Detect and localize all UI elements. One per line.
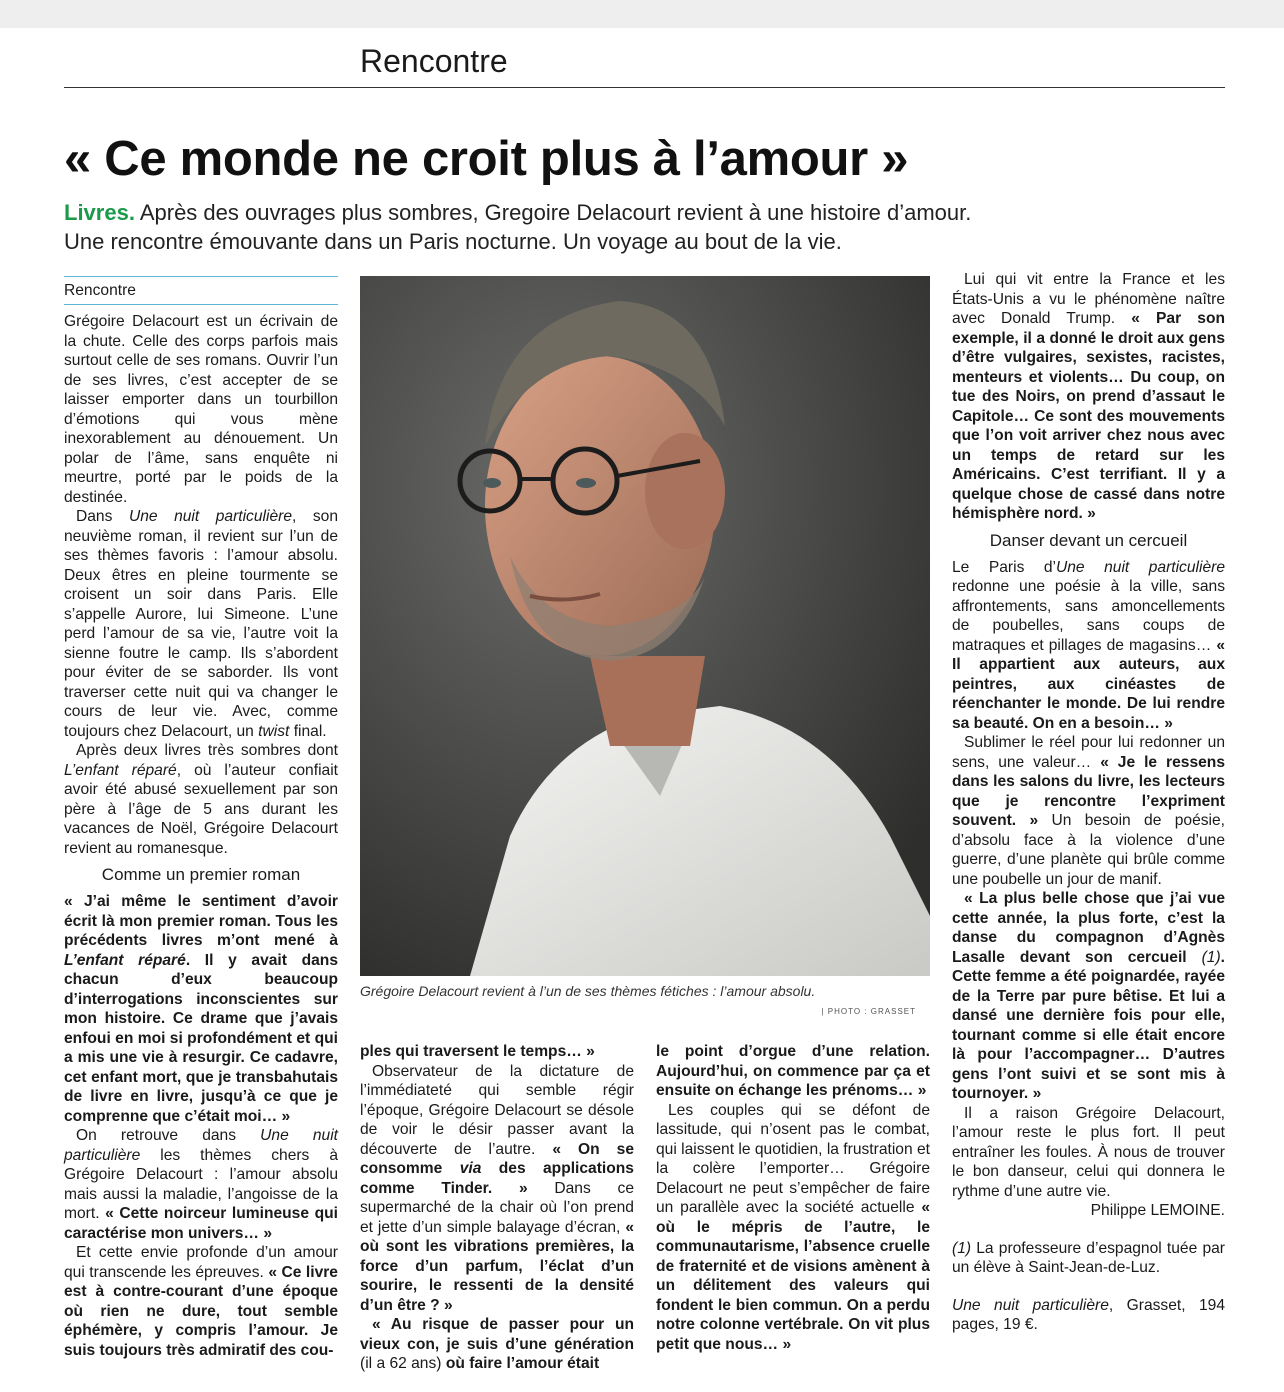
paragraph: Il a raison Grégoire Delacourt, l’amour reste le plus fort. Il peut entraîner les foules. À nous de trouver le bon danseur, celui qui donnera le rythme d’une autre vie. — [952, 1104, 1225, 1200]
book-info: Une nuit particulière, Grasset, 194 pages, 19 €. — [952, 1296, 1225, 1333]
photo-credit: | PHOTO : GRASSET — [821, 1007, 916, 1016]
section-rubric: Rencontre — [360, 43, 508, 79]
headline: « Ce monde ne croit plus à l’amour » — [64, 132, 909, 186]
paragraph: Le Paris d’Une nuit particulière redonne une poésie à la ville, sans affrontements, sans amoncellements de poubelles, sans coups de matraques et pillages de magasins… « Il appartient aux auteurs, aux peintres, aux cinéastes de réenchanter le monde. De lui rendre sa beauté. On en a besoin… » — [952, 558, 1225, 732]
photo-caption: Grégoire Delacourt revient à l’un de ses thèmes fétiches : l’amour absolu. — [360, 983, 816, 999]
paragraph: Observateur de la dictature de l’immédiateté qui semble régir l’époque, Grégoire Delacourt se désole de voir le désir passer avant la découverte de l’autre. « On se consomme via des applications comme Tinder. » Dans ce supermarché de la chair où l’on prend et jette d’un simple balayage d’écran, « où sont les vibrations premières, la force d’un parfum, l’éclat d’un sourire, le ressenti de la densité d’un être ? » — [360, 1062, 634, 1314]
paragraph: On retrouve dans Une nuit particulière les thèmes chers à Grégoire Delacourt : l’amour absolu mais aussi la maladie, l’angoisse de la mort. « Cette noirceur lumineuse qui caractérise mon univers… » — [64, 1127, 338, 1242]
paragraph: Et cette envie profonde d’un amour qui transcende les épreuves. « Ce livre est à contre-courant d’une époque où rien ne dure, tout semble éphémère, y compris l’amour. Je suis toujours très admiratif des cou- — [64, 1244, 338, 1359]
paragraph: ples qui traversent le temps… » — [360, 1043, 595, 1060]
paragraph: Sublimer le réel pour lui redonner un sens, une valeur… « Je le ressens dans les salons du livre, les lecteurs que je rencontre l’expriment souvent. » Un besoin de poésie, d’absolu face à la violence d’une guerre, d’une planète qui brûle comme une poubelle un jour de manif. — [952, 734, 1226, 888]
lead-line-2: Une rencontre émouvante dans un Paris nocturne. Un voyage au bout de la vie. — [64, 229, 842, 254]
article-column-4 — [952, 270, 1225, 1335]
paragraph: Dans Une nuit particulière, son neuvième roman, il revient sur l’un de ses thèmes favoris : l’amour absolu. Deux êtres en pleine tourmente se croisent un soir dans Paris. Elle s’appelle Aurore, lui Simeone. L’une perd l’amour de sa vie, l’autre voit la sienne foutre le camp. Ils s’abordent pour éviter de se saborder. Ils vont traverser cette nuit qui va changer le cours de leur vie. Avec, comme toujours chez Delacourt, un twist final. — [64, 508, 338, 740]
paragraph: Grégoire Delacourt est un écrivain de la chute. Celle des corps parfois mais surtout celle de ses romans. Ouvrir l’un de ses livres, c’est accepter de se laisser emporter dans un tourbillon d’émotions qui vous mène inexorablement au dénouement. Un polar de l’âme, sans enquête ni meurtre, porté par le poids de la destinée. — [64, 313, 338, 506]
paragraph: Lui qui vit entre la France et les États-Unis a vu le phénomène naître avec Donald Trump. « Par son exemple, il a donné le droit aux gens d’être vulgaires, sexistes, racistes, menteurs et violents… Du coup, on tue des Noirs, on prend d’assaut le Capitole… Ce sont des mouvements que l’on voit arriver chez nous avec un temps de retard sur les Américains. C’est terrifiant. Il y a quelque chose de cassé dans notre hémisphère nord. » — [952, 271, 1225, 522]
paragraph: « Au risque de passer pour un vieux con, je suis d’une génération (il a 62 ans) où faire l’amour était — [360, 1316, 634, 1372]
paragraph: le point d’orgue d’une relation. Aujourd’hui, on commence par ça et ensuite on échange les prénoms… » — [656, 1043, 930, 1099]
top-bar — [0, 0, 1284, 28]
lead-kicker: Livres. — [64, 200, 135, 225]
article-column-2 — [360, 1042, 634, 1374]
subheading: Comme un premier roman — [101, 865, 301, 884]
paragraph: « La plus belle chose que j’ai vue cette année, la plus forte, c’est la danse du compagnon d’Agnès Lasalle devant son cercueil (1). Cette femme a été poignardée, rayée de la Terre par pure bêtise. Et lui a dansé une dernière fois pour elle, tournant comme si elle était encore là pour l’accompagner… D’autres gens l’ont suivi et se sont mis à tournoyer. » — [952, 890, 1225, 1102]
article-column-1 — [64, 312, 338, 1360]
author-signature: Philippe LEMOINE. — [1090, 1202, 1225, 1219]
author-photo — [360, 276, 930, 976]
article-column-3 — [656, 1042, 930, 1354]
footnote: (1) La professeure d’espagnol tuée par un élève à Saint-Jean-de-Luz. — [952, 1239, 1225, 1276]
lead-line-1: Après des ouvrages plus sombres, Gregoire Delacourt revient à une histoire d’amour. — [134, 200, 972, 225]
sidebar-label: Rencontre — [64, 276, 338, 305]
quote-paragraph: « J’ai même le sentiment d’avoir écrit là mon premier roman. Tous les précédents livres m’ont mené à L’enfant réparé. Il y avait dans chacun d’eux beaucoup d’interrogations inconscientes sur mon histoire. Ce drame que j’avais enfoui en moi si profondément et qui a mis une vie à resurgir. Ce cadavre, cet enfant mort, que je transbahutais de livre en livre, jusqu’à ce que je comprenne que c’était moi… » — [64, 893, 338, 1125]
subheading: Danser devant un cercueil — [989, 530, 1188, 550]
paragraph: Les couples qui se défont de lassitude, qui n’osent pas le combat, qui laissent le quotidien, la frustration et la colère l’emporter… Grégoire Delacourt ne peut s’empêcher de faire un parallèle avec la société actuelle « où le mépris de l’autre, le communautarisme, l’absence cruelle de fraternité et de visions amènent à un délitement des valeurs qui fondent le bien commun. On a perdu notre colonne vertébrale. On vit plus petit que nous… » — [656, 1101, 930, 1353]
paragraph: Après deux livres très sombres dont L’enfant réparé, où l’auteur confiait avoir été abusé sexuellement par son père à l’âge de 5 ans durant les vacances de Noël, Grégoire Delacourt revient au romanesque. — [64, 742, 339, 857]
rubric-rule — [64, 87, 1225, 88]
lead-paragraph — [64, 198, 1234, 256]
